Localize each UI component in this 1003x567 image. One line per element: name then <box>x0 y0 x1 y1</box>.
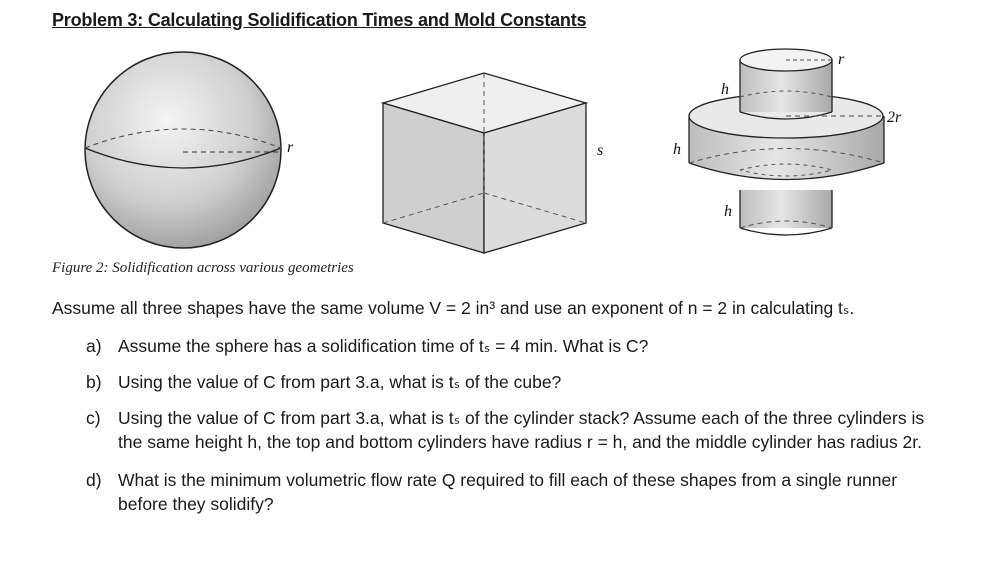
page-title: Problem 3: Calculating Solidification Times and Mold Constants <box>52 10 587 30</box>
question-c <box>86 406 946 454</box>
middle-cylinder-height-label: h <box>673 141 681 158</box>
question-d <box>86 468 946 516</box>
cube-side-label: s <box>597 142 604 159</box>
question-list <box>86 334 946 528</box>
figure-caption: Figure 2: Solidification across various geometries <box>52 260 354 276</box>
top-cylinder-height-label: h <box>721 81 729 98</box>
question-letter: b) <box>86 372 102 392</box>
sphere-radius-label: r <box>287 139 294 156</box>
question-text: Using the value of C from part 3.a, what is tₛ of the cylinder stack? Assume each of the three cylinders is the same height h, the top and bottom cylinders have radius r = h, and the middle cylinder has radius 2r. <box>118 408 925 452</box>
sphere-shape <box>85 52 281 248</box>
question-letter: a) <box>86 336 102 356</box>
geometry-figure <box>0 30 1003 265</box>
question-text: What is the minimum volumetric flow rate Q required to fill each of these shapes from a single runner before they solidify? <box>118 470 898 514</box>
problem-intro: Assume all three shapes have the same volume V = 2 in³ and use an exponent of n = 2 in calculating tₛ. <box>52 298 855 318</box>
cylinder-stack-shape <box>689 49 884 235</box>
question-b <box>86 370 946 394</box>
cylinder-2r-label: 2r <box>887 109 902 126</box>
question-letter: d) <box>86 470 102 490</box>
question-text: Using the value of C from part 3.a, what is tₛ of the cube? <box>118 372 562 392</box>
cylinder-radius-label: r <box>838 51 845 68</box>
bottom-cylinder-height-label: h <box>724 203 732 220</box>
question-text: Assume the sphere has a solidification time of tₛ = 4 min. What is C? <box>118 336 649 356</box>
cube-shape <box>383 73 586 253</box>
question-letter: c) <box>86 408 101 428</box>
question-a <box>86 334 946 358</box>
